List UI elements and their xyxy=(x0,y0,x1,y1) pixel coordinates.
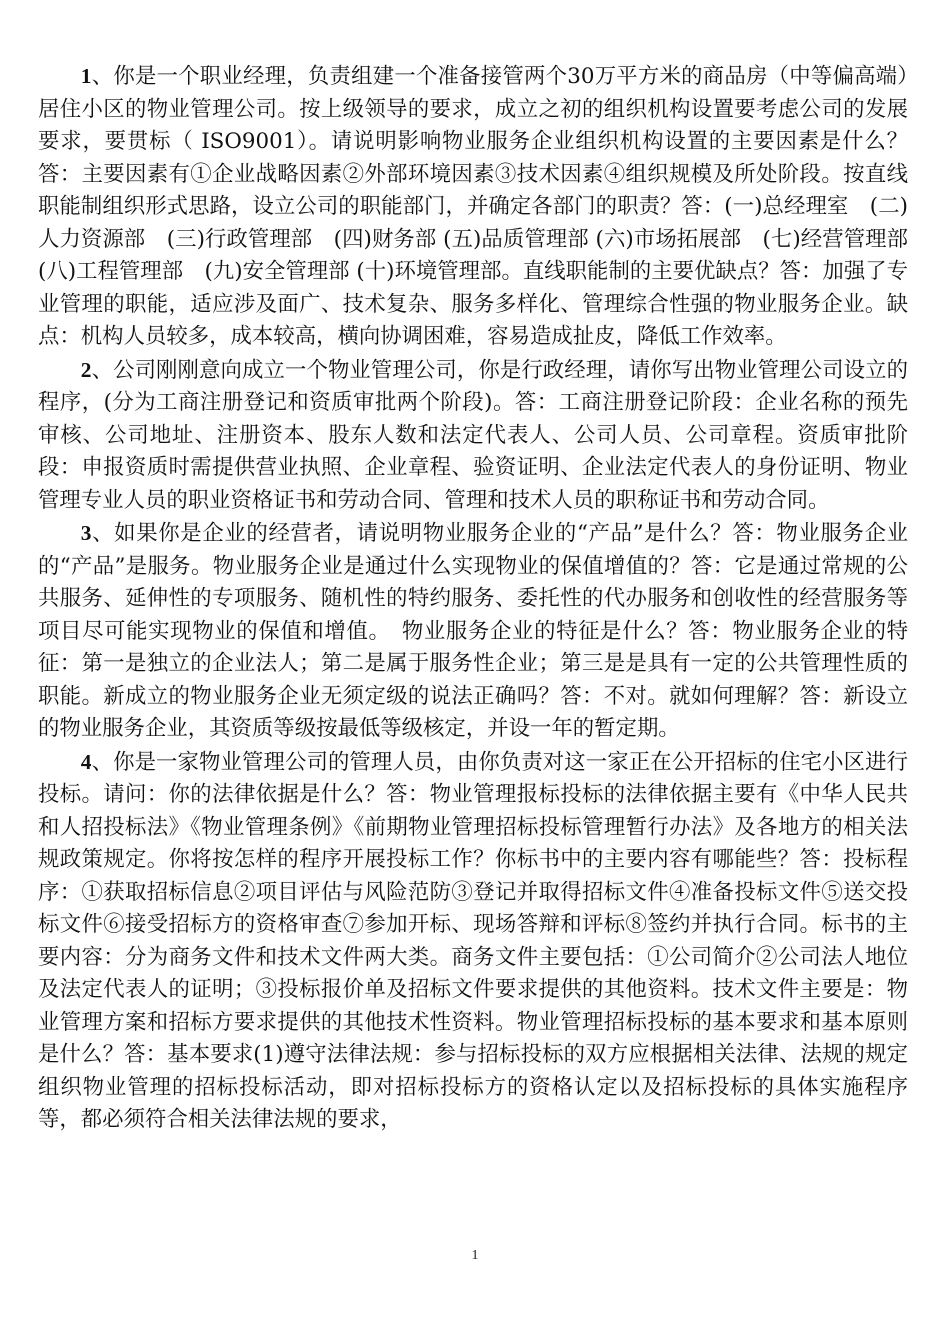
paragraph-text: 、你是一个职业经理，负责组建一个准备接管两个30万平方米的商品房（中等偏高端）居住小区的物业管理公司。按上级领导的要求，成立之初的组织机构设置要考虑公司的发展要求，要贯标（ ISO9001）。请说明影响物业服务企业组织机构设置的主要因素是什么？答：主要因素有①企业战略因素②外部环境因素③技术因素④组织规模及所处阶段。按直线职能制组织形式思路，设立公司的职能部门，并确定各部门的职责？答：(一)总经理室 (二)人力资源部 (三)行政管理部 (四)财务部 (五)品质管理部 (六)市场拓展部 (七)经营管理部 (八)工程管理部 (九)安全管理部 (十)环境管理部。直线职能制的主要优缺点？答：加强了专业管理的职能，适应涉及面广、技术复杂、服务多样化、管理综合性强的物业服务企业。缺点：机构人员较多，成本较高，横向协调困难，容易造成扯皮，降低工作效率。 xyxy=(38,64,937,349)
paragraph-1 xyxy=(38,60,937,354)
paragraph-number: 1 xyxy=(80,64,92,88)
paragraph-4 xyxy=(38,746,908,1137)
paragraph-text: 、你是一家物业管理公司的管理人员，由你负责对这一家正在公开招标的住宅小区进行投标。请问：你的法律依据是什么？答：物业管理报标投标的法律依据主要有《中华人民共和人招投标法》《物业管理条例》《前期物业管理招标投标管理暂行办法》及各地方的相关法规政策规定。你将按怎样的程序开展投标工作？你标书中的主要内容有哪能些？答：投标程序：①获取招标信息②项目评估与风险范防③登记并取得招标文件④准备投标文件⑤送交投标文件⑥接受招标方的资格审查⑦参加开标、现场答辩和评标⑧签约并执行合同。标书的主要内容：分为商务文件和技术文件两大类。商务文件主要包括：①公司简介②公司法人地位及法定代表人的证明；③投标报价单及招标文件要求提供的其他资料。技术文件主要是：物业管理方案和招标方要求提供的其他技术性资料。物业管理招标投标的基本要求和基本原则是什么？答：基本要求(1)遵守法律法规：参与招标投标的双方应根据相关法律、法规的规定组织物业管理的招标投标活动，即对招标投标方的资格认定以及招标投标的具体实施程序等，都必须符合相关法律法规的要求， xyxy=(38,749,908,1132)
paragraph-3 xyxy=(38,517,908,746)
paragraph-text: 、如果你是企业的经营者，请说明物业服务企业的“产品”是什么？答：物业服务企业的“产品”是服务。物业服务企业是通过什么实现物业的保值增值的？答：它是通过常规的公共服务、延伸性的专项服务、随机性的特约服务、委托性的代办服务和创收性的经营服务等项目尽可能实现物业的保值和增值。 物业服务企业的特征是什么？答：物业服务企业的特征：第一是独立的企业法人；第二是属于服务性企业；第三是是具有一定的公共管理性质的职能。新成立的物业服务企业无须定级的说法正确吗？答：不对。就如何理解？答：新设立的物业服务企业，其资质等级按最低等级核定，并设一年的暂定期。 xyxy=(38,521,908,741)
paragraph-number: 3 xyxy=(80,521,92,545)
paragraph-2 xyxy=(38,354,908,518)
paragraph-text: 、公司刚刚意向成立一个物业管理公司，你是行政经理，请你写出物业管理公司设立的程序，(分为工商注册登记和资质审批两个阶段)。答：工商注册登记阶段：企业名称的预先审核、公司地址、注册资本、股东人数和法定代表人、公司人员、公司章程。资质审批阶段：申报资质时需提供营业执照、企业章程、验资证明、企业法定代表人的身份证明、物业管理专业人员的职业资格证书和劳动合同、管理和技术人员的职称证书和劳动合同。 xyxy=(38,357,908,513)
page-number: 1 xyxy=(471,1248,479,1263)
paragraph-number: 4 xyxy=(80,749,92,774)
document-body xyxy=(38,60,937,1137)
paragraph-number: 2 xyxy=(80,357,92,382)
